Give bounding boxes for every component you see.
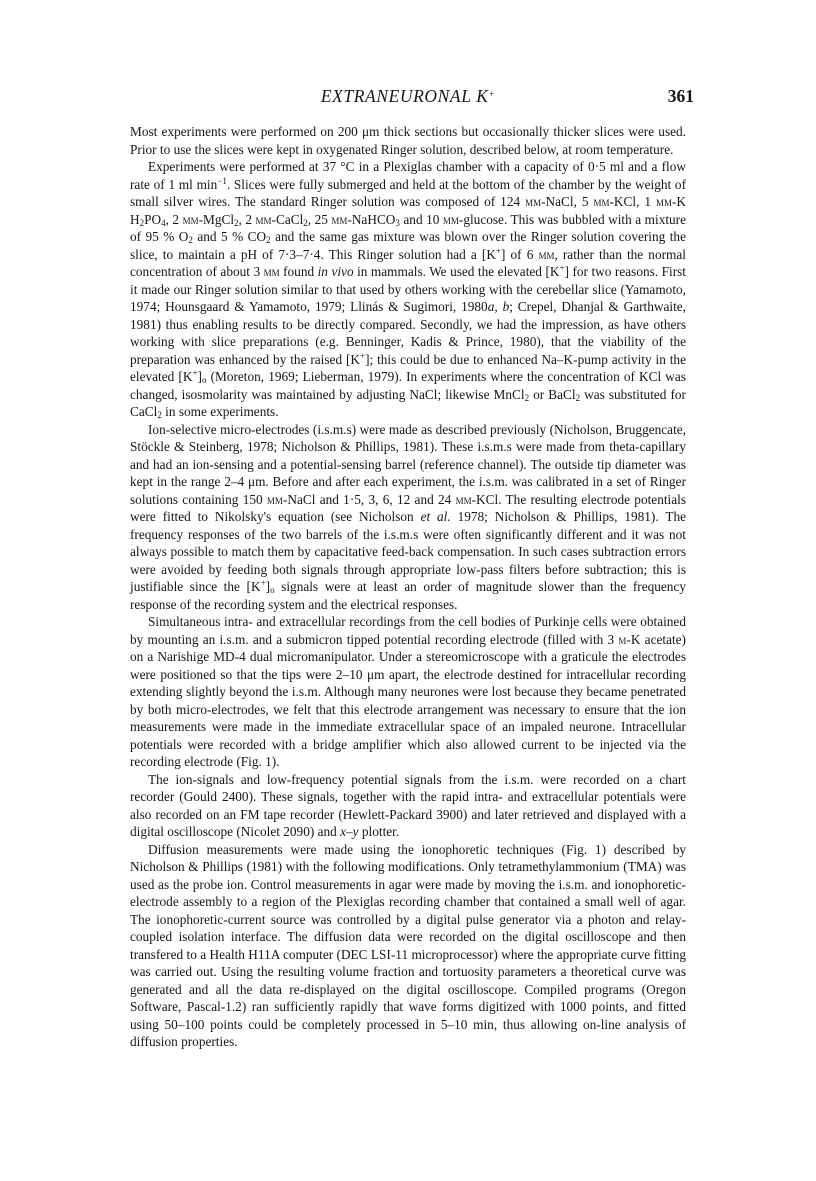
text-run: 4 — [161, 217, 166, 228]
text-run: . Slices were fully submerged and held at the bottom of the chamber by the weight of small silver wires. The standard Ringer solution was composed of 124 — [130, 176, 687, 209]
page-header — [130, 86, 694, 108]
text-run: Experiments were performed at 37 °C in a Plexiglas chamber with a capacity of 0·5 ml and a flow rate of 1 ml min — [130, 159, 686, 192]
text-run: ] — [197, 369, 202, 384]
text-run: ] of 6 — [501, 246, 539, 262]
text-run: found — [279, 264, 318, 279]
text-run: -glucose. This was bubbled with a mixture of 95 % O — [130, 211, 687, 244]
text-run: (Moreton, 1969; Lieberman, 1979). In experiments where the concentration of KCl was changed, isosmolarity was maintained by adjusting NaCl; likewise MnCl — [130, 369, 686, 402]
text-run: -KCl, 1 — [609, 194, 656, 209]
text-run: plotter. — [358, 824, 400, 839]
text-run: mm — [455, 491, 472, 507]
text-run: and the same gas mixture was blown over the Ringer solution covering the slice, to maintain a pH of 7·3–7·4. This Ringer solution had a [K — [130, 229, 686, 262]
text-run: et al. — [420, 509, 451, 524]
paragraph-3 — [130, 613, 686, 771]
text-run: 2 — [303, 217, 308, 228]
text-run: -CaCl — [271, 211, 304, 227]
paragraph-2 — [130, 421, 686, 614]
text-run: 2 — [524, 392, 530, 403]
text-run: and 10 — [399, 211, 443, 227]
page-number: 361 — [667, 86, 694, 106]
text-run: 2 — [188, 235, 193, 245]
text-run: + — [495, 245, 501, 256]
text-run: , 2 — [165, 211, 183, 227]
text-run: mm — [655, 194, 672, 209]
text-run: Diffusion measurements were made using the ionophoretic techniques (Fig. 1) described by Nicholson & Phillips (1981) with the following modifications. Only tetramethylammonium (TMA) was used as the probe ion. Control measurements in agar were made by moving the i.s.m. and ionophoretic-electrode assembly to a region of the Plexiglas recording chamber that contained a small well of agar. The ionophoretic-current source was controlled by a digital pulse generator via a photon and relay-coupled isolation interface. The diffusion data were recorded on the digital oscilloscope and then transfered to a Health H11A computer (DEC LSI-11 microprocessor) where the appropriate curve fitting was carried out. Using the resulting volume fraction and tortuosity parameters a theoretical curve was generated and all the data re-displayed on the digital oscilloscope. Compiled programs (Oregon Software, Pascal-1.2) ran sufficiently rapidly that wave forms digitized with 1000 points, and fitted using 50–100 points could be completely processed in 5–10 min, thus allowing on-line analysis of diffusion properties. — [130, 841, 686, 1049]
text-run: PO — [144, 211, 162, 227]
text-run: + — [360, 350, 366, 361]
text-run: mm — [593, 194, 610, 209]
text-run: 2 — [266, 235, 271, 245]
text-run: ] — [265, 579, 271, 594]
text-run: ]; this could be due to enhanced Na–K-pump activity in the elevated [K — [130, 351, 686, 384]
paragraph-1 — [130, 158, 686, 421]
paragraph-4 — [130, 771, 686, 841]
text-run: The ion-signals and low-frequency potential signals from the i.s.m. were recorded on a chart recorder (Gould 2400). These signals, together with the rapid intra- and extracellular potentials were also recorded on an FM tape recorder (Hewlett-Packard 3900) and later retrieved and displayed with a digital oscilloscope (Nicolet 2090) and — [130, 771, 686, 839]
text-run: 2 — [157, 410, 162, 420]
text-run: + — [192, 368, 198, 378]
running-head: EXTRANEURONAL K+ — [320, 86, 496, 106]
text-run: -NaHCO — [347, 211, 396, 227]
text-run: Most experiments were performed on 200 μm thick sections but occasionally thicker slices were used. Prior to use the slices were kept in oxygenated Ringer solution, described below, at room temperature. — [130, 124, 686, 157]
text-run: or BaCl — [529, 386, 576, 402]
text-run: in some experiments. — [161, 404, 279, 419]
text-run: b — [502, 299, 510, 314]
text-run: -NaCl, 5 — [541, 194, 594, 209]
text-run: , 2 — [238, 211, 256, 227]
text-run: Simultaneous intra- and extracellular recordings from the cell bodies of Purkinje cells were obtained by mounting an i.s.m. and a submicron tipped potential recording electrode (filled with 3 — [130, 614, 686, 647]
text-run: m — [618, 631, 627, 647]
text-run: -NaCl and 1·5, 3, 6, 12 and 24 — [282, 491, 456, 507]
text-run: and 5 % CO — [192, 229, 267, 244]
text-run: in mammals. We used the elevated [K — [353, 264, 560, 279]
text-run: a — [487, 299, 495, 314]
paragraph-5 — [130, 841, 686, 1051]
text-run: mm — [525, 194, 542, 209]
text-run: -K acetate) on a Narishige MD-4 dual micromanipulator. Under a stereomicroscope with a graticule the electrodes were positioned so that the tips were 2–10 μm apart, the electrode destined for intracellular recording extending slightly beyond the i.s.m. Although many neurones were lost because they became penetrated by both micro-electrodes, we felt that this electrode arrangement was necessary to ensure that the ion measurements were made in the immediate extracellular space of an impaled neurone. Intracellular potentials were recorded with a bridge amplifier which also allowed current to be injected via the recording electrode (Fig. 1). — [130, 631, 686, 769]
text-run: −1 — [217, 175, 227, 186]
text-run: 1978; Nicholson & Phillips, 1981). The frequency responses of the two barrels of the i.s.m.s were often significantly different and it was not always possible to match them by capacitative feed-back compensation. In such cases subtraction errors were avoided by feeding both signals through appropriate low-pass filters before subtraction; this is justifiable since the [K — [130, 509, 686, 594]
text-run: + — [559, 263, 565, 273]
text-run: mm — [442, 211, 459, 227]
text-run: mm — [266, 491, 283, 507]
text-run: 2 — [139, 217, 145, 228]
text-run: o — [270, 585, 275, 595]
text-run: Ion-selective micro-electrodes (i.s.m.s) were made as described previously (Nicholson, Bruggencate, Stöckle & Steinberg, 1978; Nicholson & Phillips, 1981). These i.s.m.s were made from theta-capillary and had an ion-sensing and a potential-sensing barrel (reference channel). The outside tip diameter was kept in the range 2–4 μm. Before and after each experiment, the i.s.m. was calibrated in a set of Ringer solutions containing 150 — [130, 421, 686, 507]
text-run: mm — [255, 211, 272, 227]
text-run: x–y — [340, 824, 359, 839]
text-run: , — [494, 299, 503, 314]
text-run: was substituted for CaCl — [130, 386, 686, 419]
text-run: 3 — [395, 217, 400, 228]
text-run: -KCl. The resulting electrode potentials were fitted to Nikolsky's equation (see Nicholson — [130, 491, 686, 524]
body-text — [130, 123, 686, 1051]
text-run: mm — [331, 211, 348, 227]
text-run: signals were at least an order of magnitude slower than the frequency response of the recording system and the electrical responses. — [130, 579, 686, 612]
running-head-superscript: + — [488, 89, 496, 99]
text-run: o — [201, 375, 207, 385]
text-run: , rather than the normal concentration of about 3 — [130, 246, 686, 279]
text-run: mm — [263, 264, 280, 279]
text-run: + — [260, 578, 266, 588]
text-run: -MgCl — [198, 211, 235, 227]
text-run: mm — [538, 246, 555, 262]
text-run: ] for two reasons. First it made our Ringer solution similar to that used by others working with the cerebellar slice (Yamamoto, 1974; Hounsgaard & Yamamoto, 1979; Llinás & Sugimori, 1980 — [130, 264, 686, 314]
text-run: ; Crepel, Dhanjal & Garthwaite, 1981) thus enabling results to be directly compared. Secondly, we had the impression, as have others working with slice preparations (e.g. Benninger, Kadis & Prince, 1980), that the viability of the preparation was enhanced by the raised [K — [130, 299, 687, 367]
text-run: mm — [182, 211, 199, 227]
paragraph-0 — [130, 123, 686, 158]
text-run: 2 — [575, 392, 581, 403]
text-run: -K H — [130, 194, 686, 227]
text-run: 2 — [234, 217, 239, 228]
text-run: , 25 — [307, 211, 332, 227]
text-run: in vivo — [317, 264, 354, 279]
